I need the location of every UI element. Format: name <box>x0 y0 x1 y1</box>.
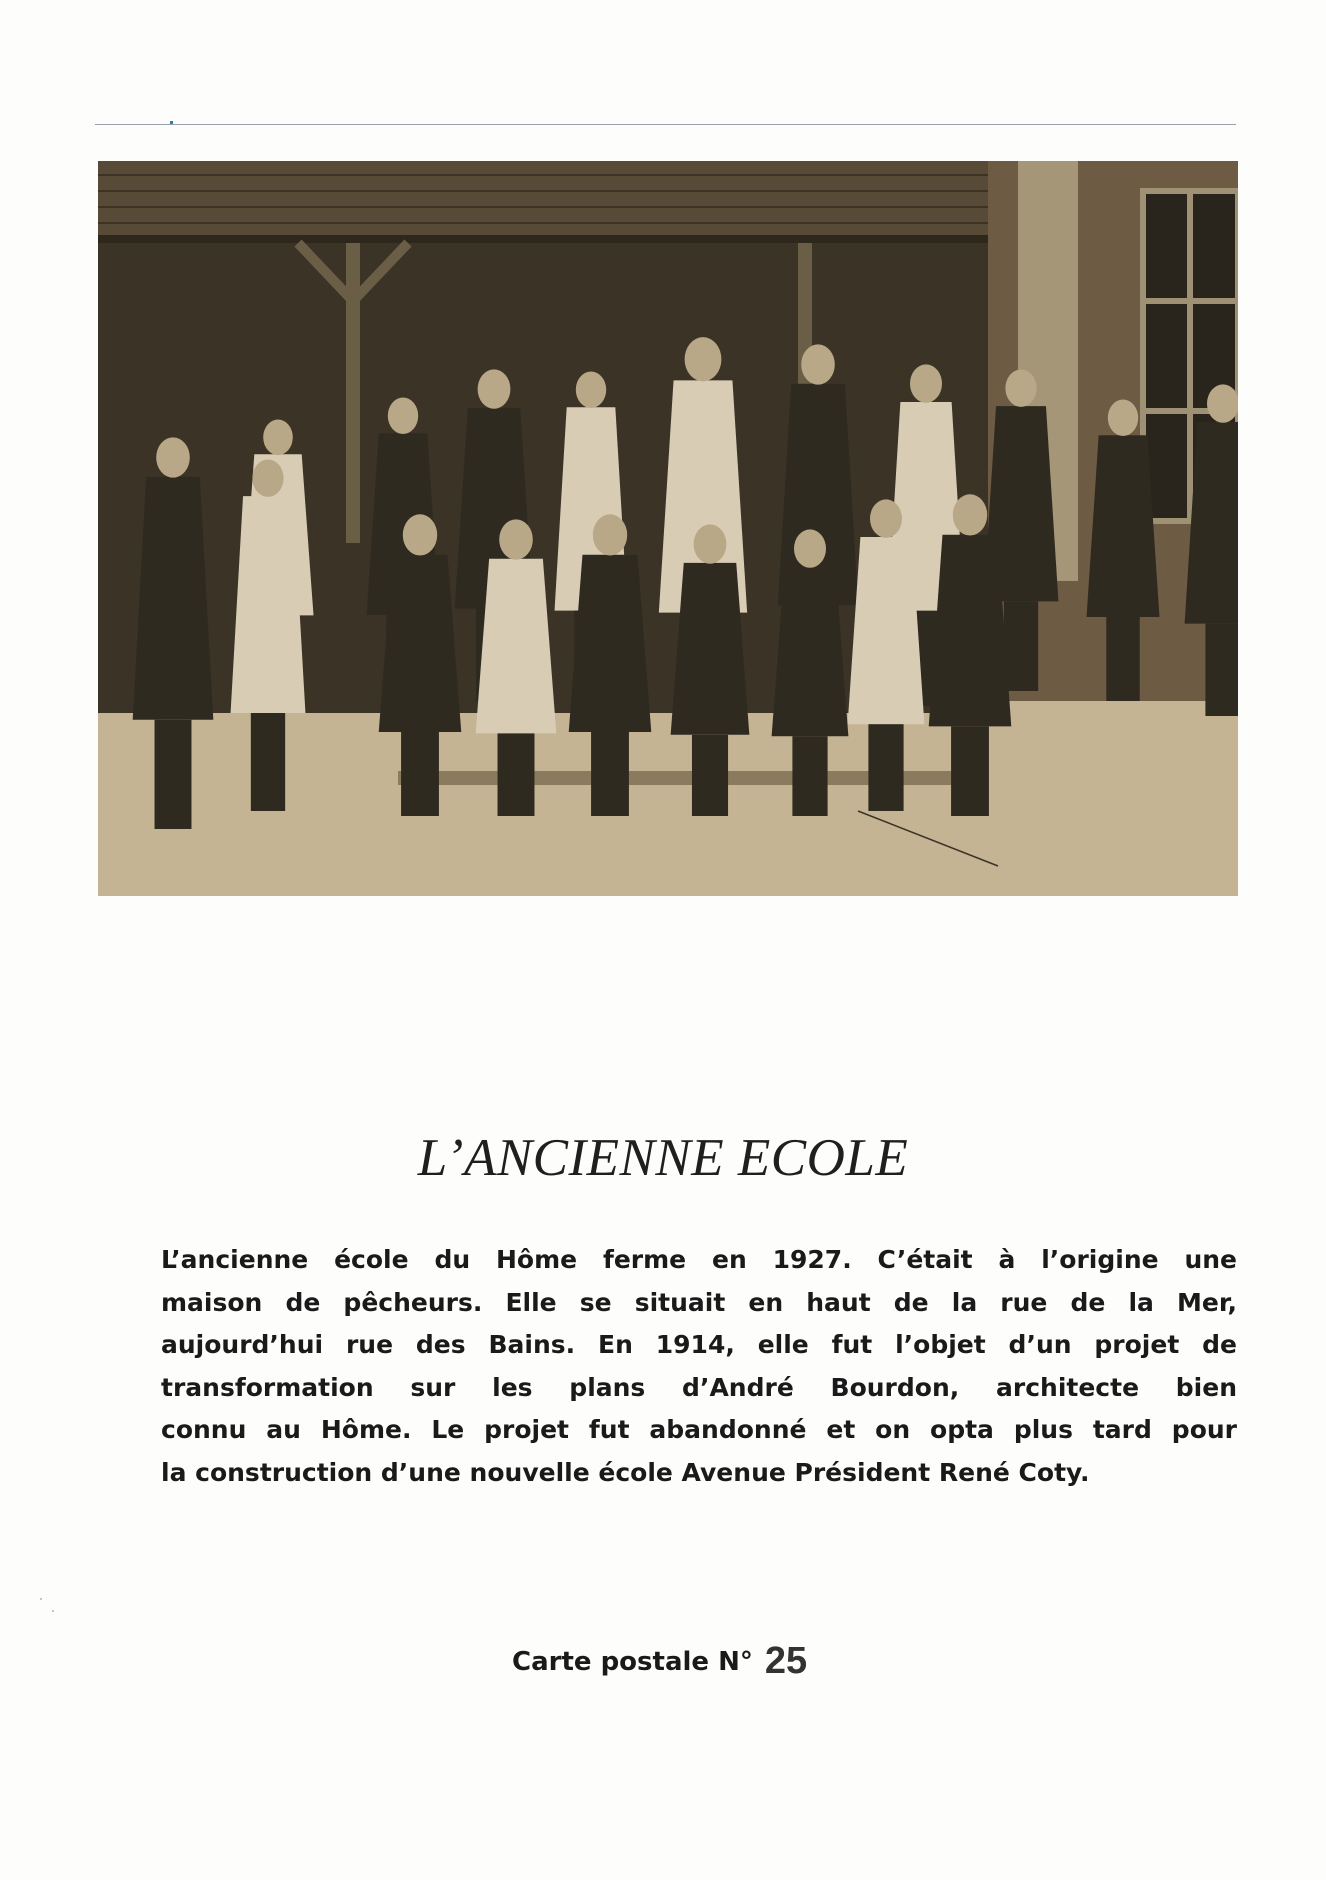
paragraph-line: connu au Hôme. Le projet fut abandonné et on opta plus tard pour <box>161 1415 1237 1444</box>
paragraph-line: aujourd’hui rue des Bains. En 1914, elle fut l’objet d’un projet de <box>161 1330 1237 1359</box>
caption-number: 25 <box>764 1640 808 1682</box>
header-rule-mark <box>170 121 173 124</box>
shelter-roof <box>98 161 998 243</box>
page-title: L’ANCIENNE ECOLE <box>417 1129 909 1187</box>
school-class-photo <box>98 161 1238 896</box>
caption-label: Carte postale N° <box>512 1647 753 1677</box>
wooden-post <box>346 243 360 543</box>
paragraph-line: la construction d’une nouvelle école Avenue Président René Coty. <box>161 1457 1090 1487</box>
header-rule <box>95 124 1236 125</box>
paper-speck <box>40 1598 42 1600</box>
postcard-caption <box>512 1640 807 1683</box>
photo-illustration <box>98 161 1238 896</box>
paragraph-line: transformation sur les plans d’André Bourdon, architecte bien <box>161 1372 1237 1402</box>
description-paragraph <box>161 1239 1237 1494</box>
paragraph-line: maison de pêcheurs. Elle se situait en haut de la rue de la Mer, <box>161 1287 1237 1317</box>
paper-speck <box>52 1610 54 1612</box>
roof-edge <box>98 235 998 243</box>
paragraph-line: L’ancienne école du Hôme ferme en 1927. C’était à l’origine une <box>161 1245 1237 1274</box>
